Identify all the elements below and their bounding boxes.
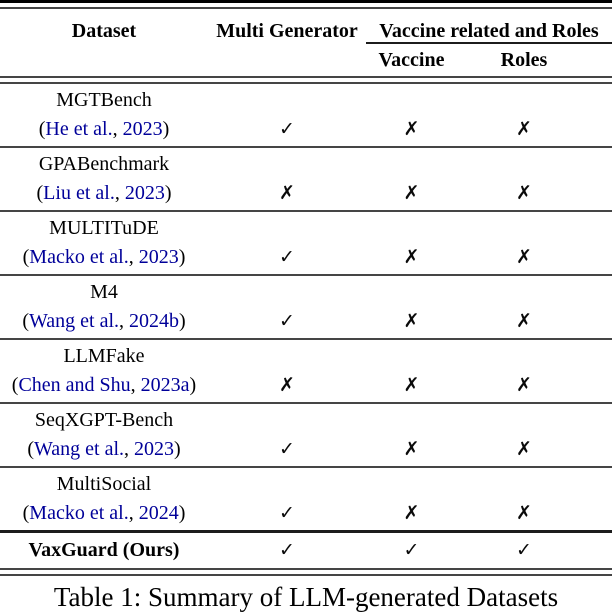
dataset-cell xyxy=(0,470,208,528)
roles-cell xyxy=(457,278,612,336)
vaccine-mark: ✗ xyxy=(403,438,420,460)
roles-cell xyxy=(457,150,612,208)
multi-generator-mark: ✓ xyxy=(279,246,295,268)
multi-generator-cell xyxy=(208,150,366,208)
vaccine-mark: ✗ xyxy=(403,310,420,332)
dataset-citation: (Chen and Shu, 2023a) xyxy=(11,374,197,396)
dataset-cell xyxy=(0,150,208,208)
roles-mark: ✗ xyxy=(516,502,532,524)
group-underline xyxy=(366,42,612,44)
citation-link[interactable]: Macko et al. xyxy=(29,246,129,268)
vaccine-cell xyxy=(366,470,457,528)
citation-link[interactable]: Wang et al. xyxy=(28,310,120,332)
vaccine-cell xyxy=(366,86,457,144)
multi-generator-cell xyxy=(208,278,366,336)
table-row xyxy=(0,340,612,402)
citation-link[interactable]: Liu et al. xyxy=(43,182,115,204)
multi-generator-mark: ✓ xyxy=(279,310,295,332)
dataset-name: GPABenchmark xyxy=(38,153,170,175)
header-roles: Roles xyxy=(500,49,548,71)
dataset-name: LLMFake xyxy=(63,345,145,367)
multi-generator-cell xyxy=(208,406,366,464)
roles-mark: ✗ xyxy=(516,246,532,268)
dataset-citation: (Wang et al., 2024b) xyxy=(22,310,186,332)
top-rule xyxy=(0,0,612,9)
dataset-name: SeqXGPT-Bench xyxy=(34,409,174,431)
table-row xyxy=(0,84,612,146)
dataset-citation: (Macko et al., 2024) xyxy=(22,502,186,524)
roles-mark: ✗ xyxy=(516,438,532,460)
dataset-name: MGTBench xyxy=(56,89,152,111)
roles-cell xyxy=(457,533,612,568)
multi-generator-mark: ✗ xyxy=(279,374,295,396)
dataset-cell xyxy=(0,86,208,144)
roles-cell xyxy=(457,86,612,144)
bottom-rule xyxy=(0,568,612,576)
roles-mark: ✗ xyxy=(516,310,532,332)
vaccine-cell xyxy=(366,533,457,568)
table-row-ours xyxy=(0,533,612,568)
vaccine-mark: ✗ xyxy=(403,374,420,396)
table-row xyxy=(0,212,612,274)
citation-year-link[interactable]: 2023 xyxy=(138,246,179,268)
multi-generator-cell xyxy=(208,214,366,272)
citation-link[interactable]: Wang et al. xyxy=(33,438,125,460)
dataset-cell xyxy=(0,406,208,464)
dataset-citation: (Liu et al., 2023) xyxy=(36,182,172,204)
dataset-cell xyxy=(0,342,208,400)
vaccine-mark: ✗ xyxy=(403,118,420,140)
citation-year-link[interactable]: 2023 xyxy=(134,438,175,460)
table-header-row-2 xyxy=(0,44,612,76)
multi-generator-cell xyxy=(208,342,366,400)
header-multi-generator: Multi Generator xyxy=(216,20,358,42)
table-row xyxy=(0,148,612,210)
header-dataset: Dataset xyxy=(71,20,137,42)
vaccine-mark: ✗ xyxy=(403,246,420,268)
roles-mark: ✗ xyxy=(516,374,532,396)
multi-generator-mark: ✓ xyxy=(279,539,295,561)
roles-cell xyxy=(457,406,612,464)
roles-mark: ✗ xyxy=(516,182,532,204)
citation-link[interactable]: Macko et al. xyxy=(29,502,129,524)
header-group-vaccine-roles xyxy=(366,9,612,44)
dataset-cell xyxy=(0,214,208,272)
dataset-name: MULTITuDE xyxy=(49,217,159,239)
citation-year-link[interactable]: 2024 xyxy=(138,502,179,524)
vaccine-cell xyxy=(366,214,457,272)
citation-year-link[interactable]: 2023 xyxy=(122,118,163,140)
table-header-row-1 xyxy=(0,9,612,44)
vaccine-cell xyxy=(366,342,457,400)
header-group-label: Vaccine related and Roles xyxy=(379,20,599,42)
dataset-cell xyxy=(0,278,208,336)
roles-cell xyxy=(457,342,612,400)
citation-link[interactable]: Chen and Shu xyxy=(18,374,131,396)
vaccine-cell xyxy=(366,150,457,208)
dataset-citation: (He et al., 2023) xyxy=(38,118,170,140)
header-bottom-rule xyxy=(0,76,612,84)
vaccine-mark: ✓ xyxy=(403,539,420,561)
citation-year-link[interactable]: 2024b xyxy=(129,310,180,332)
vaccine-cell xyxy=(366,406,457,464)
vaccine-mark: ✗ xyxy=(403,502,420,524)
multi-generator-cell xyxy=(208,470,366,528)
table-row xyxy=(0,276,612,338)
citation-link[interactable]: He et al. xyxy=(45,118,113,140)
vaccine-mark: ✗ xyxy=(403,182,420,204)
multi-generator-mark: ✗ xyxy=(279,182,295,204)
dataset-name: VaxGuard (Ours) xyxy=(28,539,180,561)
multi-generator-cell xyxy=(208,533,366,568)
dataset-citation: (Wang et al., 2023) xyxy=(27,438,181,460)
table-caption: Table 1: Summary of LLM-generated Datasets xyxy=(53,582,559,612)
dataset-name: MultiSocial xyxy=(56,473,152,495)
multi-generator-mark: ✓ xyxy=(279,118,295,140)
citation-year-link[interactable]: 2023 xyxy=(124,182,165,204)
dataset-citation: (Macko et al., 2023) xyxy=(22,246,186,268)
dataset-name: M4 xyxy=(90,281,118,303)
vaccine-cell xyxy=(366,278,457,336)
multi-generator-cell xyxy=(208,86,366,144)
roles-mark: ✗ xyxy=(516,118,532,140)
table-row xyxy=(0,404,612,466)
multi-generator-mark: ✓ xyxy=(279,502,295,524)
roles-mark: ✓ xyxy=(516,539,532,561)
table-row xyxy=(0,468,612,530)
multi-generator-mark: ✓ xyxy=(279,438,295,460)
citation-year-link[interactable]: 2023a xyxy=(140,374,190,396)
roles-cell xyxy=(457,214,612,272)
header-vaccine: Vaccine xyxy=(378,49,445,71)
roles-cell xyxy=(457,470,612,528)
